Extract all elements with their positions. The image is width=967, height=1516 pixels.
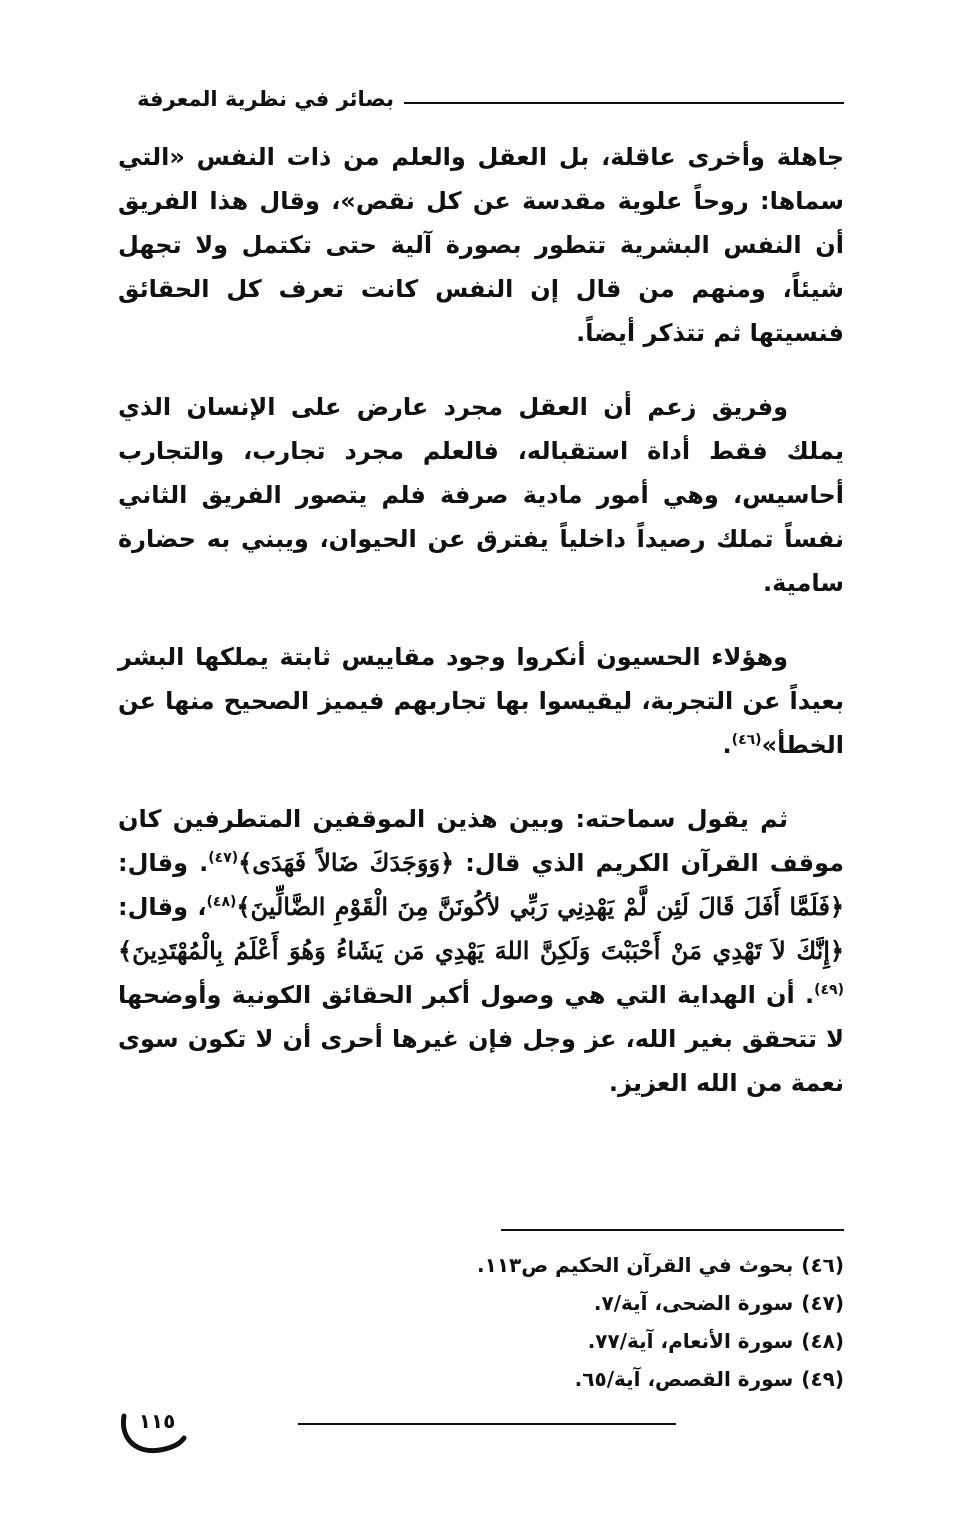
footnote-49 xyxy=(424,1360,844,1398)
footnote-number: (٤٦) xyxy=(801,1253,844,1277)
quran-bracket-open: ﴿ xyxy=(829,936,844,965)
footnote-text: بحوث في القرآن الحكيم ص١١٣. xyxy=(477,1253,794,1277)
quran-verse-2: فَلَمَّا أَفَلَ قَالَ لَئِن لَّمْ يَهْدِنِي رَبِّي لأكُونَنَّ مِنَ الْقَوْمِ الضَّالِّينَ xyxy=(250,892,830,921)
footnote-text: سورة الأنعام، آية/٧٧. xyxy=(587,1329,794,1353)
footnote-ref-49: (٤٩) xyxy=(814,982,844,998)
footnote-ref-47: (٤٧) xyxy=(208,850,239,866)
footnote-text: سورة الضحى، آية/٧. xyxy=(593,1291,794,1315)
quran-bracket-close: ﴾ xyxy=(238,848,253,877)
paragraph-3-end: . xyxy=(722,731,732,759)
page-number-mark xyxy=(118,1408,184,1458)
header-rule xyxy=(404,102,844,104)
paragraph-4-sep-1: . وقال: xyxy=(118,849,209,877)
footnote-48 xyxy=(424,1322,844,1360)
paragraph-4 xyxy=(118,797,844,1105)
running-header xyxy=(118,86,844,116)
footnote-47 xyxy=(424,1284,844,1322)
quran-verse-3: إِنَّكَ لاَ تَهْدِي مَنْ أَحْبَبْتَ وَلَكِنَّ اللهَ يَهْدِي مَن يَشَاءُ وَهُوَ أَعْلَمُ بِالْمُهْتَدِينَ xyxy=(132,936,830,965)
paragraph-4-outro: . أن الهداية التي هي وصول أكبر الحقائق الكونية وأوضحها لا تتحقق بغير الله، عز وجل فإن غيرها أحرى أن لا تكون سوى نعمة من الله العزيز. xyxy=(118,981,844,1097)
header-title: بصائر في نظرية المعرفة xyxy=(137,87,394,111)
quran-bracket-open: ﴿ xyxy=(440,848,455,877)
paragraph-3 xyxy=(118,635,844,767)
paragraph-2: وفريق زعم أن العقل مجرد عارض على الإنسان الذي يملك فقط أداة استقباله، فالعلم مجرد تجارب، والتجارب أحاسيس، وهي أمور مادية صرفة فلم يتصور الفريق الثاني نفساً تملك رصيداً داخلياً يفترق عن الحيوان، ويبني به حضارة سامية. xyxy=(118,393,844,597)
bottom-rule xyxy=(298,1423,676,1425)
quran-bracket-close: ﴾ xyxy=(236,892,251,921)
footnote-rule xyxy=(501,1229,844,1231)
paragraph-3-text: وهؤلاء الحسيون أنكروا وجود مقاييس ثابتة يملكها البشر بعيداً عن التجربة، ليقيسوا بها تجاربهم فيميز الصحيح منها عن الخطأ» xyxy=(118,643,844,759)
footnote-46 xyxy=(424,1246,844,1284)
quran-verse-1: وَوَجَدَكَ ضَالاً فَهَدَى xyxy=(252,848,441,877)
quran-bracket-close: ﴾ xyxy=(118,936,133,965)
quran-bracket-open: ﴿ xyxy=(829,892,845,921)
paragraph-4-intro: ثم يقول سماحته: وبين هذين الموقفين المتطرفين كان موقف القرآن الكريم الذي قال: xyxy=(118,805,845,877)
page-number: ١١٥ xyxy=(138,1409,176,1433)
paragraph-4-sep-2: ، وقال: xyxy=(118,893,207,921)
footnotes xyxy=(424,1246,844,1398)
footnote-number: (٤٧) xyxy=(801,1291,844,1315)
footnote-number: (٤٨) xyxy=(801,1329,844,1353)
footnote-number: (٤٩) xyxy=(801,1367,844,1391)
footnote-text: سورة القصص، آية/٦٥. xyxy=(574,1367,794,1391)
footnote-ref-48: (٤٨) xyxy=(206,894,237,910)
body-text xyxy=(118,135,844,1135)
paragraph-1: جاهلة وأخرى عاقلة، بل العقل والعلم من ذات النفس «التي سماها: روحاً علوية مقدسة عن كل نقص»، وقال هذا الفريق أن النفس البشرية تتطور بصورة آلية حتى تكتمل ولا تجهل شيئاً، ومنهم من قال إن النفس كانت تعرف كل الحقائق فنسيتها ثم تتذكر أيضاً. xyxy=(118,143,844,347)
footnote-ref-46: (٤٦) xyxy=(731,732,762,748)
